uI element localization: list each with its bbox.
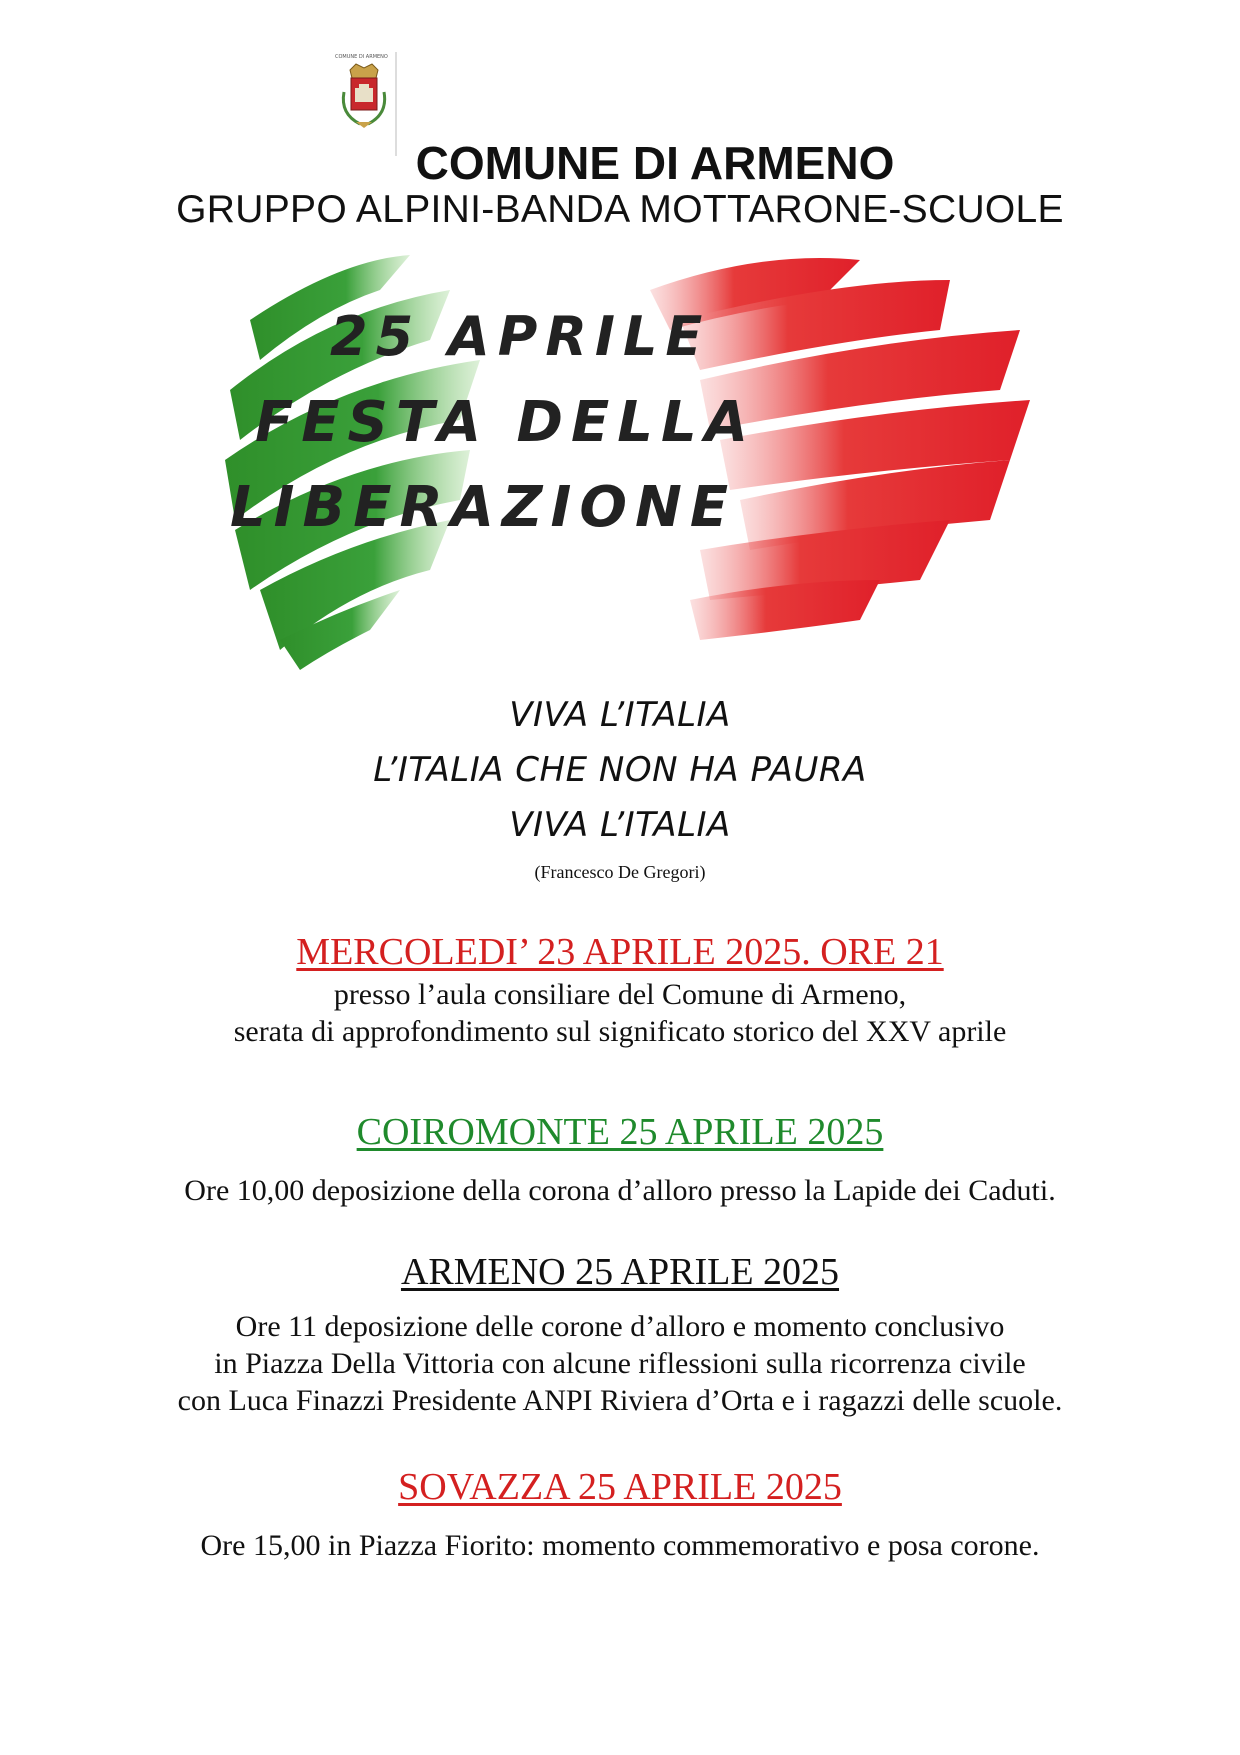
page-subtitle: GRUPPO ALPINI-BANDA MOTTARONE-SCUOLE (176, 188, 1064, 231)
event-line: Ore 10,00 deposizione della corona d’alloro presso la Lapide dei Caduti. (184, 1174, 1056, 1207)
quote-line-3: VIVA L’ITALIA (509, 805, 731, 845)
quote-line-2: L’ITALIA CHE NON HA PAURA (373, 750, 867, 790)
quote-line-1: VIVA L’ITALIA (509, 695, 731, 735)
banner-line-date: 25 APRILE (330, 305, 711, 368)
page-title: COMUNE DI ARMENO (415, 137, 895, 189)
event-heading: MERCOLEDI’ 23 APRILE 2025. ORE 21 (296, 931, 944, 973)
event-line: Ore 11 deposizione delle corone d’alloro e momento conclusivo (235, 1310, 1005, 1343)
event-line: Ore 15,00 in Piazza Fiorito: momento commemorativo e posa corone. (200, 1529, 1040, 1562)
event-heading: SOVAZZA 25 APRILE 2025 (398, 1466, 842, 1508)
event-line: presso l’aula consiliare del Comune di Armeno, (333, 978, 907, 1011)
banner-line-festa: FESTA DELLA (255, 390, 756, 455)
event-coiromonte (0, 1110, 1240, 1209)
event-line: in Piazza Della Vittoria con alcune riflessioni sulla ricorrenza civile (214, 1347, 1026, 1380)
event-armeno (0, 1250, 1240, 1419)
quote-author: (Francesco De Gregori) (534, 862, 706, 882)
festa-liberazione-banner (220, 250, 1050, 680)
event-heading: ARMENO 25 APRILE 2025 (400, 1251, 840, 1293)
event-sovazza (0, 1465, 1240, 1564)
event-line: serata di approfondimento sul significato storico del XXV aprile (233, 1015, 1007, 1048)
event-heading: COIROMONTE 25 APRILE 2025 (356, 1111, 884, 1153)
svg-text:COMUNE DI ARMENO: COMUNE DI ARMENO (335, 54, 388, 60)
event-mercoledi (0, 930, 1240, 1050)
banner-line-liberazione: LIBERAZIONE (230, 475, 737, 540)
event-line: con Luca Finazzi Presidente ANPI Riviera d’Orta e i ragazzi delle scuole. (177, 1384, 1063, 1417)
